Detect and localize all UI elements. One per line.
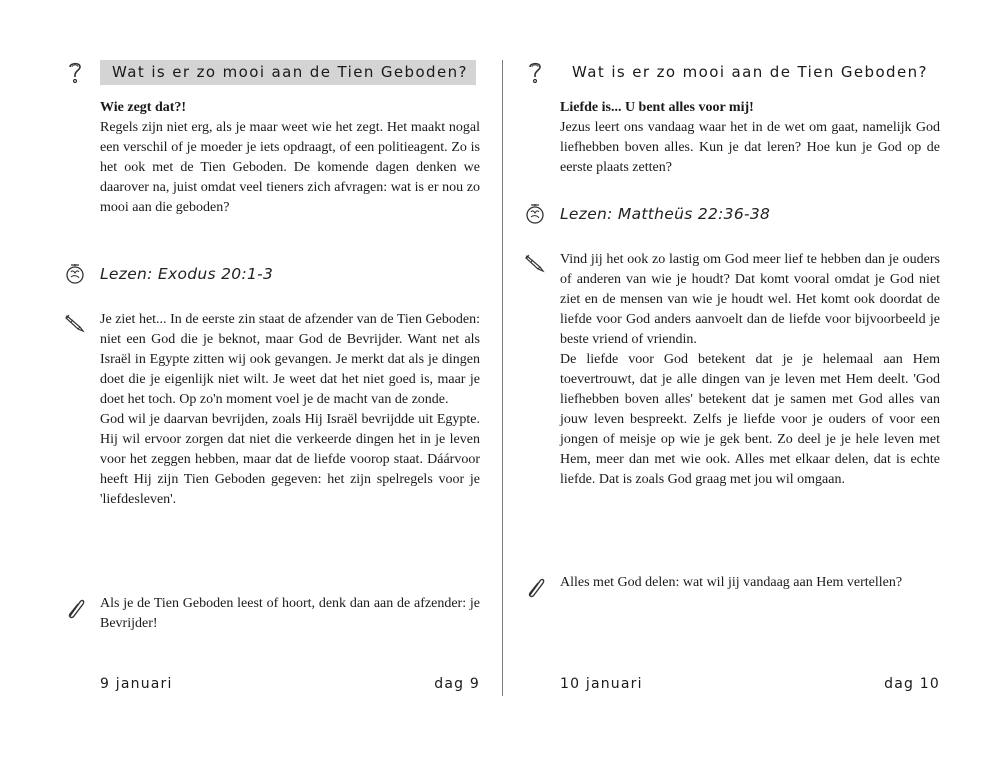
reading-reference: Lezen: Mattheüs 22:36-38 bbox=[560, 205, 771, 223]
paperclip-icon bbox=[524, 575, 546, 599]
body-section bbox=[560, 250, 940, 490]
page-footer bbox=[560, 676, 940, 692]
page-title: Wat is er zo mooi aan de Tien Geboden? bbox=[100, 60, 476, 85]
body-section bbox=[100, 310, 480, 510]
footer-date: 9 januari bbox=[100, 676, 173, 692]
intro-section bbox=[100, 98, 480, 218]
page-footer bbox=[100, 676, 480, 692]
intro-heading: Liefde is... U bent alles voor mij! bbox=[560, 100, 754, 115]
intro-text: Regels zijn niet erg, als je maar weet wie het zegt. Het maakt nogal een verschil of je moeder je iets opdraagt, of een politieagent. Zo is het ook met de Tien Geboden. De komende dagen denken we daarover na, juist omdat veel tieners zich afvragen: wat is er nou zo mooi aan die geboden? bbox=[100, 120, 480, 215]
body-paragraph: De liefde voor God betekent dat je je helemaal aan Hem toevertrouwt, dat je alle dingen van je leven met Hem deelt. 'God liefhebben boven alles' betekent dat je samen met God alles van jouw leven bespreekt. Zelfs je liefde voor je ouders of voor een jongen of meisje op wie je gek bent. Zo deel je je hele leven met Hem, meer dan met wie ook. Alles met elkaar delen, dat is echte liefde. Dat is zoals God graag met jou wil omgaan. bbox=[560, 352, 940, 487]
question-mark-icon bbox=[524, 60, 546, 84]
reading-reference: Lezen: Exodus 20:1-3 bbox=[100, 265, 274, 283]
intro-text: Jezus leert ons vandaag waar het in de wet om gaat, namelijk God liefhebben boven alles. Kun je dat leren? Hoe kun je God op de eerste plaats zetten? bbox=[560, 120, 940, 175]
application-text: Alles met God delen: wat wil jij vandaag aan Hem vertellen? bbox=[560, 575, 903, 590]
bible-reading-icon bbox=[524, 202, 546, 226]
footer-date: 10 januari bbox=[560, 676, 643, 692]
application-section bbox=[560, 573, 940, 593]
intro-section bbox=[560, 98, 940, 178]
pencil-icon bbox=[524, 250, 546, 274]
body-paragraph: God wil je daarvan bevrijden, zoals Hij Israël bevrijdde uit Egypte. Hij wil ervoor zorgen dat niet die verkeerde dingen het in je leven voor het zeggen hebben, maar dat de liefde voorop staat. Dáárvoor heeft Hij zijn Tien Geboden gegeven: het zijn spelregels voor je 'liefdesleven'. bbox=[100, 412, 480, 507]
application-section bbox=[100, 594, 480, 634]
pencil-icon bbox=[64, 310, 86, 334]
question-mark-icon bbox=[64, 60, 86, 84]
page-divider bbox=[502, 60, 503, 696]
page-title: Wat is er zo mooi aan de Tien Geboden? bbox=[572, 63, 928, 81]
paperclip-icon bbox=[64, 596, 86, 620]
footer-day: dag 9 bbox=[434, 676, 480, 692]
application-text: Als je de Tien Geboden leest of hoort, denk dan aan de afzender: je Bevrijder! bbox=[100, 596, 480, 631]
bible-reading-icon bbox=[64, 262, 86, 286]
body-paragraph: Vind jij het ook zo lastig om God meer lief te hebben dan je ouders of anderen van wie je houdt? Dat komt vooral omdat je God niet ziet en de mensen van wie je houdt wel. Het komt ook doordat de liefde voor God anders aanvoelt dan de liefde voor bijvoorbeeld je beste vriend of vriendin. bbox=[560, 252, 940, 347]
footer-day: dag 10 bbox=[884, 676, 940, 692]
body-paragraph: Je ziet het... In de eerste zin staat de afzender van de Tien Geboden: niet een God die je beknot, maar God de Bevrijder. Want net als Israël in Egypte zitten wij ook gevangen. Je merkt dat als je dingen doet die je eigenlijk niet wilt. Je weet dat het niet goed is, maar je doet het toch. Op zo'n moment voel je de macht van de zonde. bbox=[100, 312, 480, 407]
intro-heading: Wie zegt dat?! bbox=[100, 100, 187, 115]
